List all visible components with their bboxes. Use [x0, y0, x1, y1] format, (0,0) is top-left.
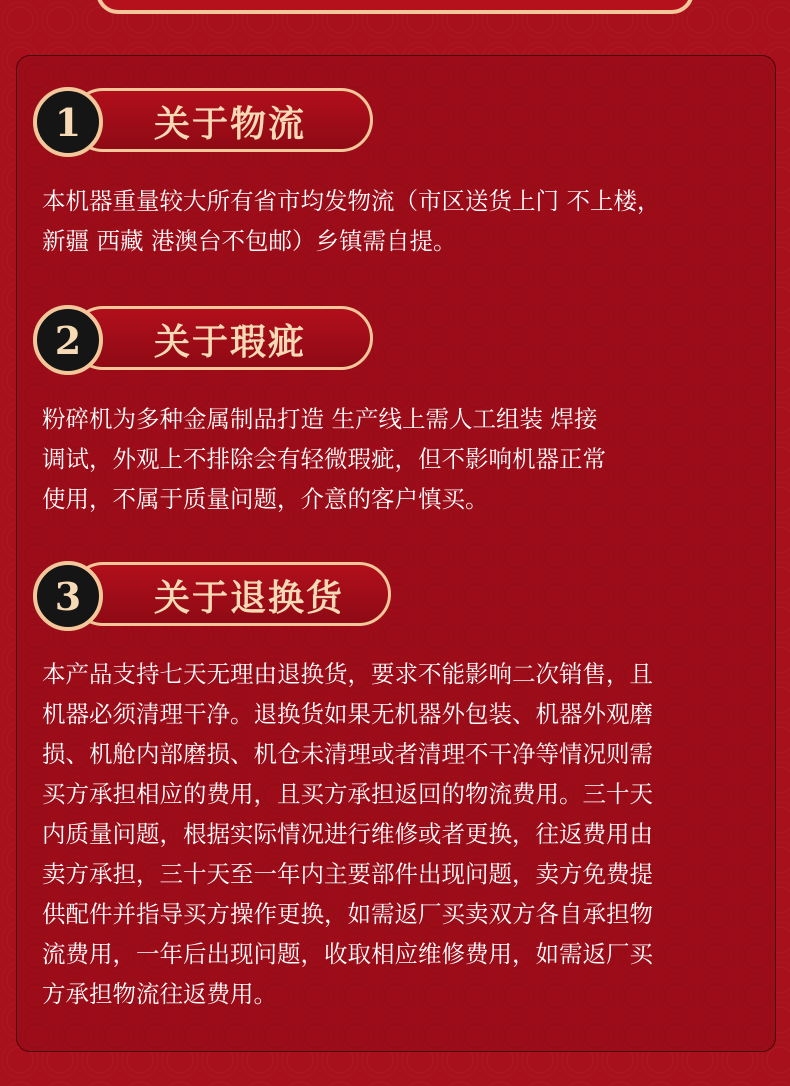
section-title: 关于瑕疵: [154, 321, 307, 363]
top-banner: [96, 0, 694, 14]
section-body-logistics: 本机器重量较大所有省市均发物流（市区送货上门 不上楼， 新疆 西藏 港澳台不包邮）乡镇需自提。: [42, 187, 661, 255]
section-number-badge: 3: [33, 561, 103, 631]
section-title-pill: [71, 306, 373, 370]
section-title-pill: [71, 562, 391, 626]
section-title: 关于物流: [154, 103, 307, 145]
section-header-defects: [33, 306, 363, 376]
section-number-badge: 2: [33, 305, 103, 375]
section-number-badge: 1: [33, 87, 103, 157]
section-header-logistics: [33, 88, 363, 158]
section-header-returns: [33, 562, 363, 632]
section-title-pill: [71, 88, 373, 152]
section-body-returns: 本产品支持七天无理由退换货，要求不能影响二次销售，且 机器必须清理干净。退换货如果无机器外包装、机器外观磨 损、机舱内部磨损、机仓未清理或者清理不干净等情况则需 买方承担相应的费用，且买方承担返回的物流费用。三十天 内质量问题，根据实际情况进行维修或者更换，往返费用由 卖方承担，三十天至一年内主要部件出现问题，卖方免费提 供配件并指导买方操作更换，如需返厂买卖双方各自承担物 流费用，一年后出现问题，收取相应维修费用，如需返厂买 方承担物流往返费用。: [42, 660, 653, 1008]
section-title: 关于退换货: [154, 577, 345, 619]
section-body-defects: 粉碎机为多种金属制品打造 生产线上需人工组装 焊接 调试，外观上不排除会有轻微瑕疵，但不影响机器正常 使用，不属于质量问题，介意的客户慎买。: [42, 405, 606, 513]
